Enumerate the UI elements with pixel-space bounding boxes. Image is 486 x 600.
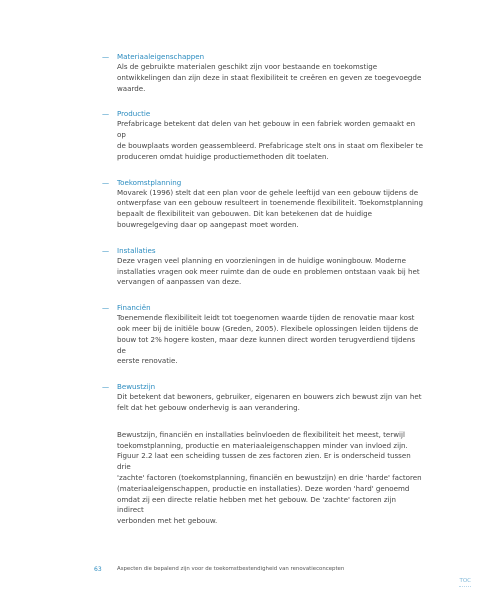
text-line: verbonden met het gebouw. bbox=[117, 516, 218, 526]
text-line: ontwikkelingen dan zijn deze in staat flexibiliteit te creëren en geven ze toegevoegde bbox=[117, 72, 422, 82]
text-line: (materiaaleigenschappen, productie en installaties). Deze worden 'hard' genoemd bbox=[117, 483, 410, 493]
factor-section bbox=[102, 381, 423, 414]
bullet-dash-icon: — bbox=[102, 52, 110, 61]
toc-link[interactable]: TOC bbox=[459, 578, 471, 584]
text-line: bouw tot 2% hogere kosten, maar deze kunnen direct worden terugverdiend tijdens de bbox=[117, 334, 416, 355]
factor-heading-text: Bewustzijn bbox=[117, 382, 156, 392]
text-line: Deze vragen veel planning en voorzieningen in de huidige woningbouw. Moderne bbox=[117, 255, 406, 265]
footer-title: Aspecten die bepalend zijn voor de toekomstbestendigheid van renovatieconcepten bbox=[117, 566, 345, 572]
factor-heading-text: Productie bbox=[117, 109, 151, 119]
factor-section bbox=[102, 245, 423, 288]
bullet-dash-icon: — bbox=[102, 303, 110, 313]
toc-underline bbox=[459, 586, 471, 587]
text-line: Als de gebruikte materialen geschikt zijn voor bestaande en toekomstige bbox=[117, 62, 378, 71]
text-line: Figuur 2.2 laat een scheiding tussen de zes factoren zien. Er is onderscheid tussen drie bbox=[117, 451, 411, 472]
text-line: Toenemende flexibiliteit leidt tot toegenomen waarde tijden de renovatie maar kost bbox=[117, 313, 415, 323]
factor-heading-text: Materiaaleigenschappen bbox=[117, 52, 205, 61]
text-line: bouwregelgeving daar op aangepast moet worden. bbox=[117, 219, 299, 229]
text-line: eerste renovatie. bbox=[117, 356, 178, 366]
text-line: ook meer bij de initiële bouw (Greden, 2005). Flexibele oplossingen leiden tijdens de bbox=[117, 323, 419, 333]
factor-heading bbox=[102, 108, 423, 119]
main-content bbox=[102, 51, 424, 527]
page-number: 63 bbox=[94, 566, 102, 573]
text-line: omdat zij een directe relatie hebben met het gebouw. De 'zachte' factoren zijn indirect bbox=[117, 494, 397, 515]
factor-description bbox=[117, 313, 423, 367]
page-footer bbox=[0, 566, 486, 578]
text-line: produceren omdat huidige productiemethoden dit toelaten. bbox=[117, 151, 329, 161]
factor-description bbox=[117, 119, 423, 162]
factor-heading bbox=[102, 177, 423, 188]
bullet-dash-icon: — bbox=[102, 109, 110, 119]
text-line: de bouwplaats worden geassembleerd. Prefabricage stelt ons in staat om flexibeler te bbox=[117, 140, 423, 150]
text-line: bepaalt de flexibiliteit van gebouwen. Dit kan betekenen dat de huidige bbox=[117, 209, 373, 219]
factor-description bbox=[117, 256, 423, 288]
summary-paragraph bbox=[117, 430, 423, 527]
text-line: waarde. bbox=[117, 83, 146, 93]
factor-heading-text: Toekomstplanning bbox=[117, 177, 182, 187]
bullet-dash-icon: — bbox=[102, 382, 110, 392]
factor-description bbox=[117, 188, 423, 231]
text-line: vervangen of aanpassen van deze. bbox=[117, 277, 242, 287]
factor-heading bbox=[102, 245, 423, 256]
factor-section bbox=[102, 51, 423, 94]
bullet-dash-icon: — bbox=[102, 177, 110, 187]
bullet-dash-icon: — bbox=[102, 245, 110, 255]
text-line: 'zachte' factoren (toekomstplanning, financiën en bewustzijn) en drie 'harde' factoren bbox=[117, 472, 422, 482]
factor-section bbox=[102, 108, 423, 162]
factor-list bbox=[102, 51, 424, 414]
factor-section bbox=[102, 302, 423, 367]
text-line: Prefabricage betekent dat delen van het gebouw in een fabriek worden gemaakt en op bbox=[117, 119, 416, 140]
factor-heading-text: Installaties bbox=[117, 245, 156, 255]
factor-description bbox=[117, 62, 423, 94]
text-line: installaties vragen ook meer ruimte dan de oude en problemen ontstaan vaak bij het bbox=[117, 266, 420, 276]
factor-heading-text: Financiën bbox=[117, 303, 151, 313]
text-line: Dit betekent dat bewoners, gebruiker, eigenaren en bouwers zich bewust zijn van het bbox=[117, 392, 422, 402]
text-line: felt dat het gebouw onderhevig is aan verandering. bbox=[117, 402, 300, 412]
factor-heading bbox=[102, 302, 423, 313]
text-line: Movarek (1996) stelt dat een plan voor de gehele leeftijd van een gebouw tijdens de bbox=[117, 187, 419, 197]
factor-section bbox=[102, 177, 424, 231]
factor-heading bbox=[102, 51, 423, 62]
text-line: Bewustzijn, financiën en installaties beïnvloeden de flexibiliteit het meest, terwijl bbox=[117, 429, 405, 439]
factor-description bbox=[117, 392, 423, 414]
text-line: toekomstplanning, productie en materiaaleigenschappen minder van invloed zijn. bbox=[117, 440, 408, 450]
text-line: ontwerpfase van een gebouw resulteert in toenemende flexibiliteit. Toekomstplanning bbox=[117, 198, 424, 208]
factor-heading bbox=[102, 381, 423, 392]
